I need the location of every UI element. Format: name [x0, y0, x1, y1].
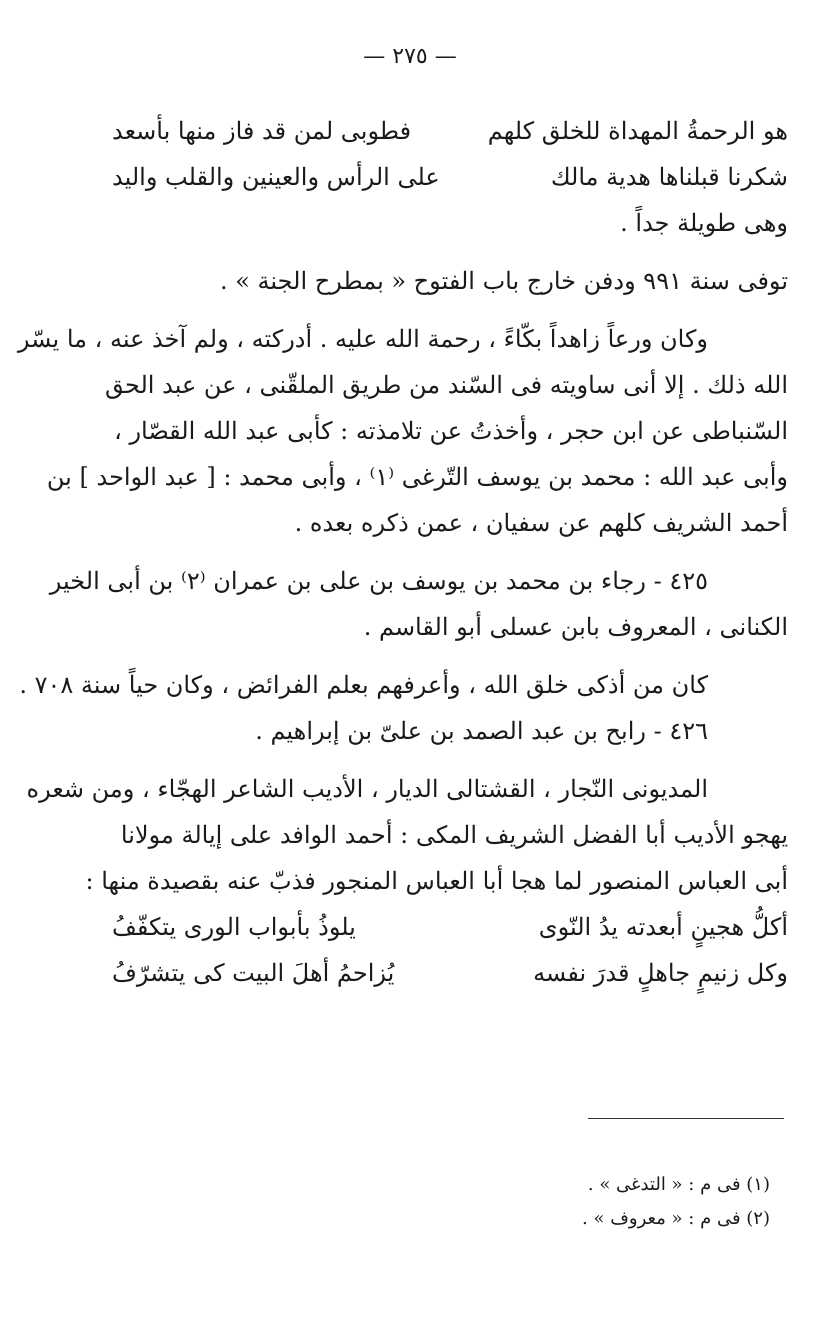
hemistich: يُزاحمُ أهلَ البيت كى يتشرّفُ: [112, 959, 395, 987]
poem-verse: [112, 108, 788, 154]
entry-426-heading: ٤٢٦ - رابح بن عبد الصمد بن علىّ بن إبراهيم .: [255, 717, 708, 745]
text-line: وأبى عبد الله : محمد بن يوسف التّرغى ⁽١⁾ ، وأبى محمد : [ عبد الواحد ] بن: [46, 463, 788, 491]
hemistich: وكل زنيمٍ جاهلٍ قدرَ نفسه: [533, 959, 788, 987]
poem-note: وهى طويلة جداً .: [620, 209, 788, 237]
footnote: (١) فى م : « التدغى » .: [587, 1174, 770, 1195]
text-line: الكنانى ، المعروف بابن عسلى أبو القاسم .: [363, 613, 788, 641]
hemistich: شكرنا قبلناها هدية مالك: [550, 163, 788, 191]
hemistich: أكلُّ هجينٍ أبعدته يدُ النّوى: [538, 913, 788, 941]
main-text: [17, 108, 788, 996]
hemistich: هو الرحمةُ المهداة للخلق كلهم: [487, 117, 788, 145]
poem-verse: [112, 950, 788, 996]
footnotes: [420, 1168, 770, 1236]
text-line: ٤٢٥ - رجاء بن محمد بن يوسف بن على بن عمران ⁽٢⁾ بن أبى الخير: [49, 567, 708, 595]
text-line: المديونى النّجار ، القشتالى الديار ، الأديب الشاعر الهجّاء ، ومن شعره: [26, 775, 708, 803]
footnote: (٢) فى م : « معروف » .: [582, 1208, 770, 1229]
entry-425-heading: [49, 558, 788, 650]
text-line: أبى العباس المنصور لما هجا أبا العباس المنجور فذبّ عنه بقصيدة منها :: [85, 867, 788, 895]
text-line: الله ذلك . إلا أنى ساويته فى السّند من طريق الملقّنى ، عن عبد الحق: [104, 371, 788, 399]
page-number: — ٢٧٥ —: [363, 44, 457, 69]
footnote-divider: [588, 1118, 784, 1119]
text-line: أحمد الشريف كلهم عن سفيان ، عمن ذكره بعده .: [294, 509, 788, 537]
hemistich: فطوبى لمن قد فاز منها بأسعد: [112, 117, 412, 145]
entry-426-description: [26, 766, 788, 904]
text-line: وكان ورعاً زاهداً بكّاءً ، رحمة الله عليه . أدركته ، ولم آخذ عنه ، ما يسّر: [17, 325, 708, 353]
hemistich: يلوذُ بأبواب الورى يتكفّفُ: [112, 913, 356, 941]
text-line: السّنباطى عن ابن حجر ، وأخذتُ عن تلامذته : كأبى عبد الله القصّار ،: [114, 417, 788, 445]
death-note: توفى سنة ٩٩١ ودفن خارج باب الفتوح « بمطرح الجنة » .: [219, 267, 788, 295]
poem-verse: [112, 154, 788, 200]
poem-verse: [112, 904, 788, 950]
text-line: يهجو الأديب أبا الفضل الشريف المكى : أحمد الوافد على إيالة مولانا: [120, 821, 788, 849]
bio-paragraph: [17, 316, 788, 546]
entry-425-description: كان من أذكى خلق الله ، وأعرفهم بعلم الفرائض ، وكان حياً سنة ٧٠٨ .: [19, 671, 708, 699]
hemistich: على الرأس والعينين والقلب واليد: [112, 163, 440, 191]
